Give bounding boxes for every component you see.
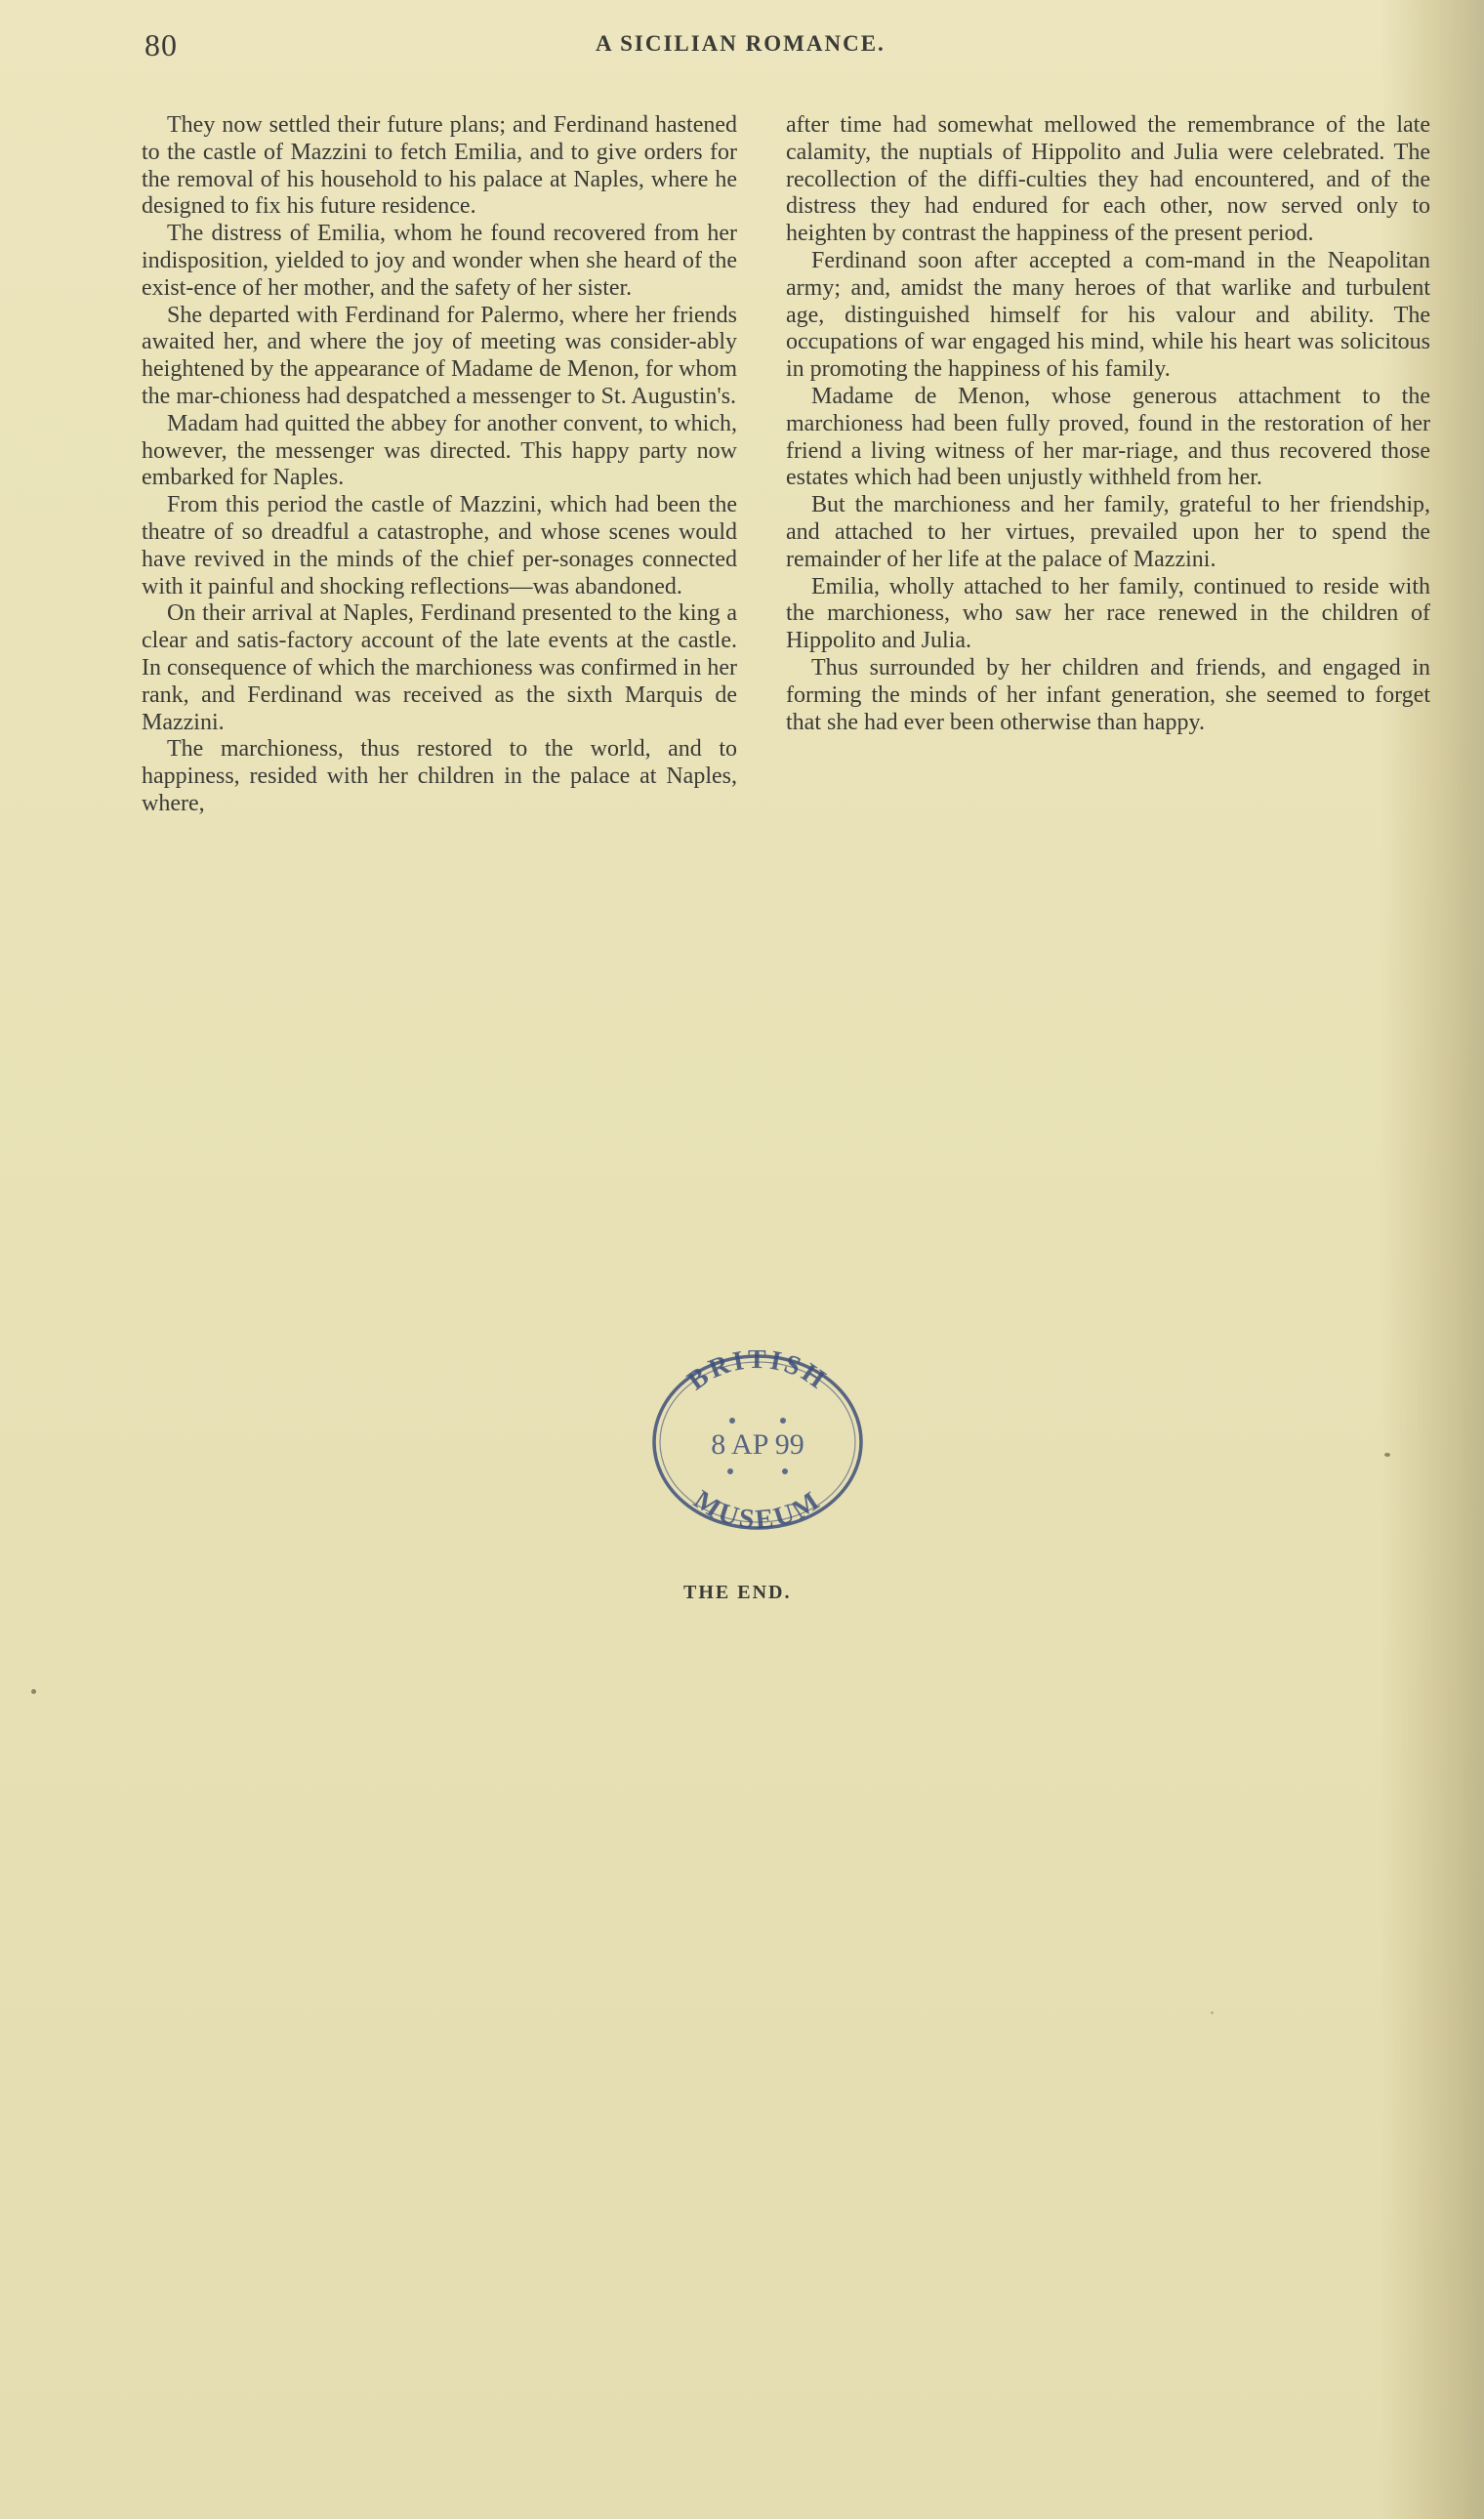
stamp-date: 8 AP 99 — [711, 1428, 804, 1461]
running-head — [137, 21, 1435, 70]
stamp-dot — [729, 1418, 735, 1424]
book-title: A SICILIAN ROMANCE. — [596, 31, 886, 56]
paragraph: after time had somewhat mellowed the remembrance of the late calamity, the nuptials of Hippolito and Julia were celebrated. The recollection of the diffi-culties they had encountered, and of the distress they had endured for each other, now served only to heighten by contrast the happiness of the present period. — [786, 112, 1430, 247]
paragraph: The distress of Emilia, whom he found recovered from her indisposition, yielded to joy and wonder when she heard of the exist-ence of her mother, and the safety of her sister. — [142, 221, 737, 301]
page-number: 80 — [144, 27, 178, 62]
paper-speck — [31, 1689, 36, 1694]
right-column — [786, 112, 1430, 736]
paragraph: Emilia, wholly attached to her family, continued to reside with the marchioness, who saw her race renewed in the children of Hippolito and Julia. — [786, 573, 1430, 654]
paper-speck — [1211, 2011, 1214, 2014]
left-column — [142, 112, 737, 818]
paragraph: The marchioness, thus restored to the world, and to happiness, resided with her children in the palace at Naples, where, — [142, 736, 737, 816]
paragraph: On their arrival at Naples, Ferdinand presented to the king a clear and satis-factory account of the late events at the castle. In consequence of which the marchioness was confirmed in her rank, and Ferdinand was received as the sixth Marquis de Mazzini. — [142, 600, 737, 735]
paragraph: Thus surrounded by her children and friends, and engaged in forming the minds of her infant generation, she seemed to forget that she had ever been otherwise than happy. — [786, 654, 1430, 735]
paragraph: From this period the castle of Mazzini, which had been the theatre of so dreadful a catastrophe, and whose scenes would have revived in the minds of the chief per-sonages connected with it painful and shocking reflections—was abandoned. — [142, 492, 737, 599]
paragraph: She departed with Ferdinand for Palermo, where her friends awaited her, and where the joy of meeting was consider-ably heightened by the appearance of Madame de Menon, for whom the mar-chioness had despatched a messenger to St. Augustin's. — [142, 302, 737, 409]
paper-speck — [1384, 1453, 1390, 1457]
stamp-dot — [727, 1468, 733, 1474]
stamp-bottom-text: MUSEUM — [687, 1484, 828, 1534]
stamp-dot — [780, 1418, 786, 1424]
the-end: THE END. — [683, 1582, 792, 1603]
paragraph: They now settled their future plans; and Ferdinand hastened to the castle of Mazzini to fetch Emilia, and to give orders for the removal of his household to his palace at Naples, where he designed to fix his future residence. — [142, 112, 737, 220]
paragraph: But the marchioness and her family, grateful to her friendship, and attached to her virtues, prevailed upon her to spend the remainder of her life at the palace of Mazzini. — [786, 492, 1430, 572]
stamp-dot — [782, 1468, 788, 1474]
stamp-top-text: BRITISH — [681, 1350, 834, 1397]
library-stamp — [646, 1350, 869, 1534]
paragraph: Madame de Menon, whose generous attachment to the marchioness had been fully proved, found in the restoration of her friend a living witness of her mar-riage, and thus recovered those estates which had been unjustly withheld from her. — [786, 383, 1430, 491]
paragraph: Madam had quitted the abbey for another convent, to which, however, the messenger was directed. This happy party now embarked for Naples. — [142, 410, 737, 491]
paragraph: Ferdinand soon after accepted a com-mand in the Neapolitan army; and, amidst the many heroes of that warlike and turbulent age, distinguished himself for his valour and ability. The occupations of war engaged his mind, while his heart was solicitous in promoting the happiness of his family. — [786, 247, 1430, 383]
